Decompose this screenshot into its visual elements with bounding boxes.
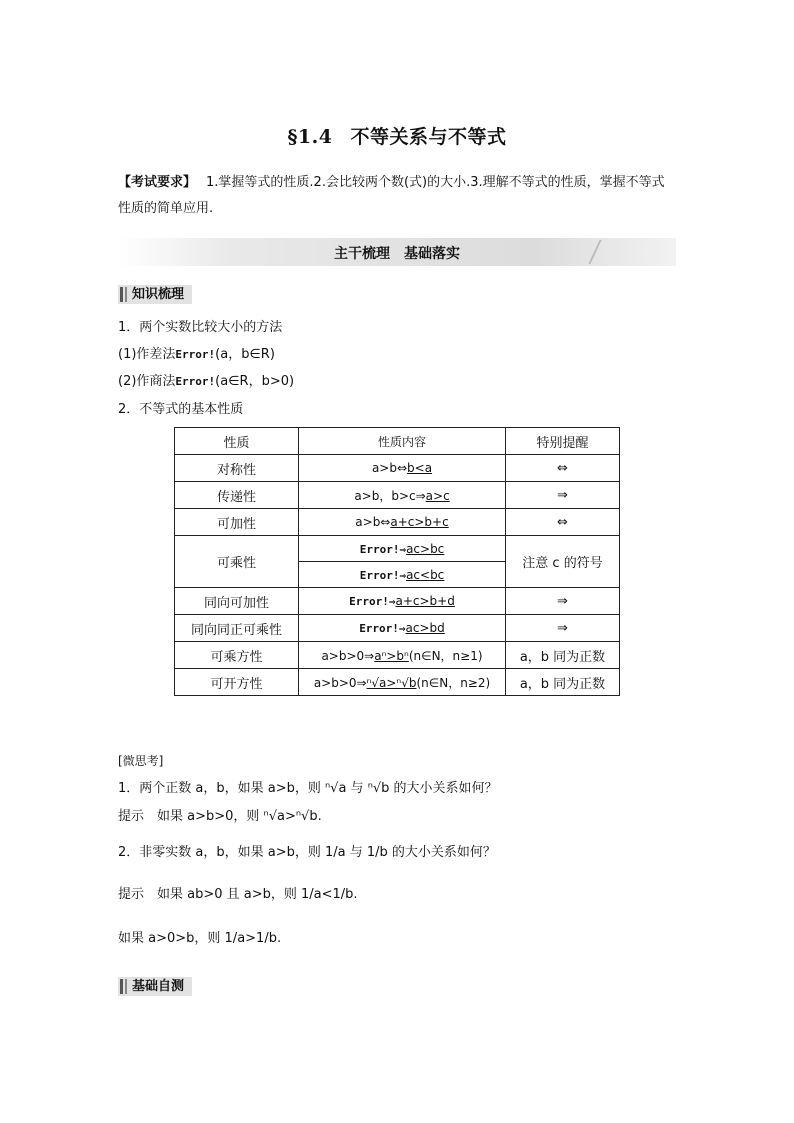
tag-bar-icon bbox=[125, 287, 127, 302]
table-header-cell: 特别提醒 bbox=[506, 428, 620, 455]
s1-heading: 1．两个实数比较大小的方法 bbox=[118, 320, 283, 335]
properties-table bbox=[174, 427, 620, 696]
question-2: 2．非零实数 a，b，如果 a>b，则 1/a 与 1/b 的大小关系如何？ bbox=[118, 845, 496, 860]
answer-1: 提示 如果 a>b>0，则 ⁿ√a>ⁿ√b. bbox=[118, 809, 322, 824]
tag-bar-icon bbox=[120, 979, 123, 994]
table-row: 可乘性 Error!⇒ac>bc 注意 c 的符号 bbox=[175, 536, 620, 562]
table-row: Error!⇒ac<bc bbox=[175, 562, 620, 588]
question-1: 1．两个正数 a，b，如果 a>b，则 ⁿ√a 与 ⁿ√b 的大小关系如何？ bbox=[118, 781, 498, 796]
table-row: 同向同正可乘性 Error!⇒ac>bd ⇒ bbox=[175, 615, 620, 642]
answer-3: 如果 a>0>b，则 1/a>1/b. bbox=[118, 931, 282, 946]
section-banner: 主干梳理 基础落实 bbox=[118, 238, 676, 266]
table-row: 传递性 a>b，b>c⇒a>c ⇒ bbox=[175, 482, 620, 509]
table-row: 可开方性 a>b>0⇒ⁿ√a>ⁿ√b(n∈N，n≥2) a，b 同为正数 bbox=[175, 669, 620, 696]
table-row: 可乘方性 a>b>0⇒aⁿ>bⁿ(n∈N，n≥1) a，b 同为正数 bbox=[175, 642, 620, 669]
tag-bar-icon bbox=[120, 287, 123, 302]
think-label: [微思考] bbox=[118, 754, 164, 768]
s2-heading: 2．不等式的基本性质 bbox=[118, 402, 244, 417]
table-row: 对称性 a>b⇔b<a ⇔ bbox=[175, 455, 620, 482]
method-quot: (2)作商法Error!(a∈R，b>0) bbox=[118, 374, 295, 389]
table-header-cell: 性质内容 bbox=[299, 428, 506, 455]
method-diff: (1)作差法Error!(a，b∈R) bbox=[118, 347, 275, 362]
exam-requirements: 【考试要求】 1.掌握等式的性质.2.会比较两个数(式)的大小.3.理解不等式的性质，掌握不等式 性质的简单应用. bbox=[118, 175, 665, 216]
page-title: §1.4 不等关系与不等式 bbox=[287, 126, 507, 148]
table-header-cell: 性质 bbox=[175, 428, 299, 455]
tag-knowledge: 知识梳理 bbox=[118, 285, 192, 304]
table-header-row bbox=[175, 428, 620, 455]
tag-bar-icon bbox=[125, 979, 127, 994]
table-row: 同向可加性 Error!⇒a+c>b+d ⇒ bbox=[175, 588, 620, 615]
answer-2: 提示 如果 ab>0 且 a>b，则 1/a<1/b. bbox=[118, 887, 358, 902]
tag-self-test: 基础自测 bbox=[118, 977, 192, 996]
table-row: 可加性 a>b⇔a+c>b+c ⇔ bbox=[175, 509, 620, 536]
